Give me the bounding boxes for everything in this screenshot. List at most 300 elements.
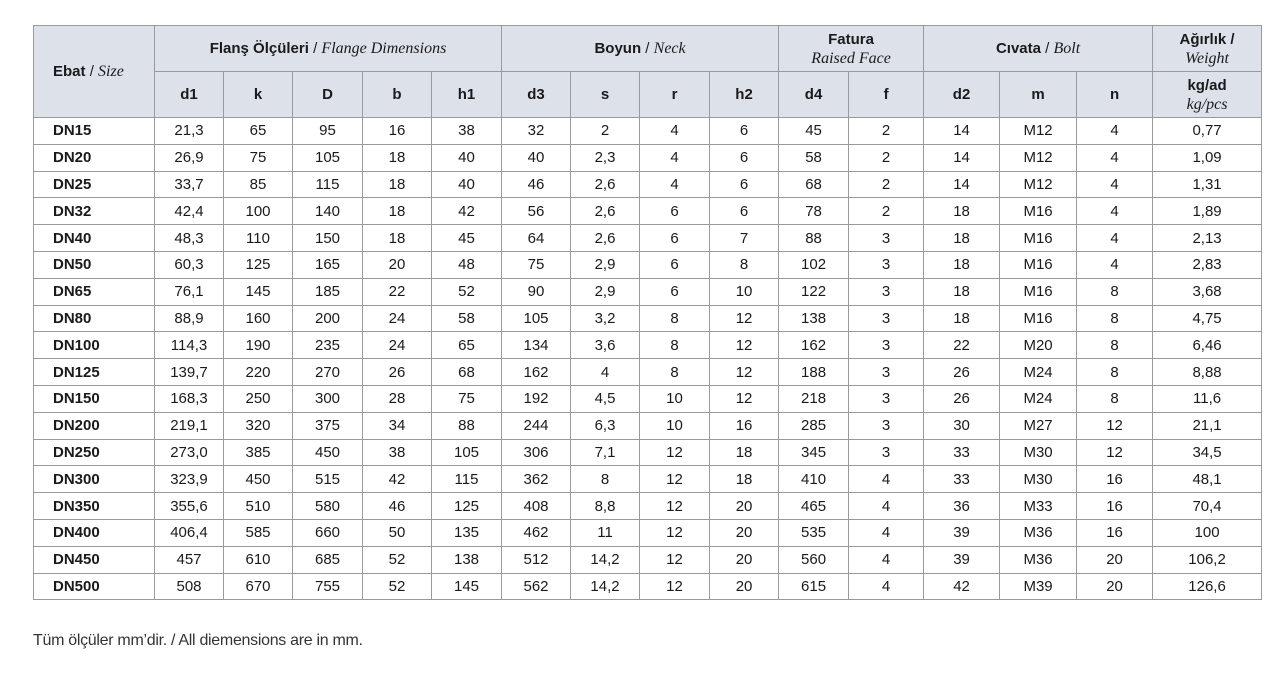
table-cell: 508 (155, 573, 224, 600)
table-cell: 3 (849, 225, 924, 252)
table-cell: 4 (1077, 198, 1153, 225)
table-cell: 33,7 (155, 171, 224, 198)
table-cell: 20 (1077, 573, 1153, 600)
col-d4-header: d4 (779, 72, 849, 118)
table-cell: 585 (224, 519, 293, 546)
col-s-header: s (571, 72, 640, 118)
table-cell: 3 (849, 412, 924, 439)
table-row (34, 573, 1262, 600)
table-row (34, 466, 1262, 493)
table-cell: 106,2 (1153, 546, 1262, 573)
table-cell: 12 (1077, 412, 1153, 439)
table-cell: 20 (363, 251, 432, 278)
table-cell: 2,6 (571, 225, 640, 252)
col-D-header: D (293, 72, 363, 118)
table-cell: 8 (1077, 385, 1153, 412)
table-cell: 75 (502, 251, 571, 278)
table-cell: 85 (224, 171, 293, 198)
table-cell: 38 (363, 439, 432, 466)
table-cell: 6 (640, 198, 710, 225)
table-cell: 10 (640, 385, 710, 412)
table-cell: 138 (432, 546, 502, 573)
table-cell: 16 (363, 118, 432, 145)
table-row (34, 439, 1262, 466)
table-cell: 4 (849, 573, 924, 600)
table-cell: 2,9 (571, 251, 640, 278)
table-cell: 56 (502, 198, 571, 225)
weight-header: Ağırlık / Weight (1153, 26, 1262, 72)
table-cell: 16 (1077, 466, 1153, 493)
table-cell: 2,6 (571, 198, 640, 225)
table-row (34, 359, 1262, 386)
table-cell: 95 (293, 118, 363, 145)
table-cell: 135 (432, 519, 502, 546)
table-cell: 18 (363, 198, 432, 225)
table-cell: 16 (710, 412, 779, 439)
size-cell: DN250 (34, 439, 155, 466)
table-cell: 219,1 (155, 412, 224, 439)
table-cell: 615 (779, 573, 849, 600)
table-cell: 52 (363, 546, 432, 573)
table-cell: 40 (502, 144, 571, 171)
table-cell: 2 (849, 171, 924, 198)
table-row (34, 144, 1262, 171)
table-cell: 457 (155, 546, 224, 573)
table-row (34, 198, 1262, 225)
table-cell: 20 (710, 546, 779, 573)
table-cell: 18 (924, 225, 1000, 252)
table-cell: 42 (432, 198, 502, 225)
table-cell: 2 (849, 118, 924, 145)
table-cell: 78 (779, 198, 849, 225)
table-cell: 40 (432, 171, 502, 198)
table-cell: 4 (1077, 118, 1153, 145)
table-cell: 134 (502, 332, 571, 359)
table-row (34, 305, 1262, 332)
table-cell: 22 (924, 332, 1000, 359)
table-cell: 100 (1153, 519, 1262, 546)
table-row (34, 519, 1262, 546)
table-cell: 52 (432, 278, 502, 305)
table-cell: 4 (849, 519, 924, 546)
table-cell: M30 (1000, 439, 1077, 466)
table-cell: 345 (779, 439, 849, 466)
table-cell: M16 (1000, 251, 1077, 278)
table-cell: 88 (779, 225, 849, 252)
table-cell: 410 (779, 466, 849, 493)
table-cell: 65 (432, 332, 502, 359)
col-d1-header: d1 (155, 72, 224, 118)
table-cell: 110 (224, 225, 293, 252)
table-cell: 75 (432, 385, 502, 412)
table-cell: 2 (849, 198, 924, 225)
table-cell: 162 (779, 332, 849, 359)
table-cell: 4 (1077, 225, 1153, 252)
table-cell: 12 (710, 385, 779, 412)
table-cell: 45 (779, 118, 849, 145)
table-row (34, 546, 1262, 573)
table-cell: 12 (640, 573, 710, 600)
table-row (34, 251, 1262, 278)
table-cell: 6 (710, 198, 779, 225)
table-cell: 450 (293, 439, 363, 466)
table-cell: 8 (710, 251, 779, 278)
table-cell: 48 (432, 251, 502, 278)
table-cell: 16 (1077, 519, 1153, 546)
table-cell: 145 (224, 278, 293, 305)
table-cell: 510 (224, 493, 293, 520)
table-cell: 12 (710, 332, 779, 359)
size-cell: DN100 (34, 332, 155, 359)
size-cell: DN200 (34, 412, 155, 439)
table-cell: 139,7 (155, 359, 224, 386)
table-cell: 33 (924, 466, 1000, 493)
table-cell: 192 (502, 385, 571, 412)
table-cell: 685 (293, 546, 363, 573)
table-cell: 75 (224, 144, 293, 171)
table-cell: 12 (710, 305, 779, 332)
table-cell: 512 (502, 546, 571, 573)
table-cell: 38 (432, 118, 502, 145)
table-cell: 21,1 (1153, 412, 1262, 439)
table-cell: 18 (363, 144, 432, 171)
table-cell: 273,0 (155, 439, 224, 466)
table-cell: 270 (293, 359, 363, 386)
table-cell: 3,68 (1153, 278, 1262, 305)
table-cell: 26,9 (155, 144, 224, 171)
size-cell: DN15 (34, 118, 155, 145)
table-cell: 68 (432, 359, 502, 386)
table-cell: 68 (779, 171, 849, 198)
table-cell: 4 (1077, 251, 1153, 278)
table-cell: 39 (924, 519, 1000, 546)
table-cell: 40 (432, 144, 502, 171)
table-cell: 4 (640, 171, 710, 198)
table-cell: 3,6 (571, 332, 640, 359)
table-cell: 2,6 (571, 171, 640, 198)
table-cell: 4 (1077, 144, 1153, 171)
table-cell: 65 (224, 118, 293, 145)
table-cell: 18 (924, 198, 1000, 225)
table-cell: 18 (363, 171, 432, 198)
table-cell: 26 (924, 359, 1000, 386)
size-cell: DN400 (34, 519, 155, 546)
table-body (34, 118, 1262, 600)
table-cell: 105 (502, 305, 571, 332)
table-cell: 18 (363, 225, 432, 252)
table-cell: 70,4 (1153, 493, 1262, 520)
footnote: Tüm ölçüler mm’dir. / All diemensions are in mm. (33, 632, 363, 649)
table-cell: 3 (849, 332, 924, 359)
table-cell: M16 (1000, 305, 1077, 332)
table-row (34, 225, 1262, 252)
table-cell: M12 (1000, 144, 1077, 171)
table-cell: 450 (224, 466, 293, 493)
table-cell: 36 (924, 493, 1000, 520)
table-cell: 244 (502, 412, 571, 439)
table-cell: 168,3 (155, 385, 224, 412)
table-cell: 10 (640, 412, 710, 439)
size-cell: DN500 (34, 573, 155, 600)
table-cell: 4 (849, 493, 924, 520)
table-cell: 1,89 (1153, 198, 1262, 225)
table-cell: 355,6 (155, 493, 224, 520)
table-cell: 462 (502, 519, 571, 546)
table-cell: 323,9 (155, 466, 224, 493)
table-cell: 18 (924, 251, 1000, 278)
size-cell: DN65 (34, 278, 155, 305)
table-cell: 6 (710, 144, 779, 171)
table-cell: 39 (924, 546, 1000, 573)
table-cell: 42 (363, 466, 432, 493)
table-cell: 3 (849, 305, 924, 332)
table-cell: 12 (640, 466, 710, 493)
table-cell: 20 (710, 493, 779, 520)
table-cell: 515 (293, 466, 363, 493)
table-cell: 4 (849, 466, 924, 493)
size-cell: DN20 (34, 144, 155, 171)
raised-face-header: Fatura Raised Face (779, 26, 924, 72)
table-cell: 320 (224, 412, 293, 439)
table-cell: 125 (224, 251, 293, 278)
table-cell: 218 (779, 385, 849, 412)
column-header-row (34, 72, 1262, 118)
size-cell: DN125 (34, 359, 155, 386)
table-cell: 3 (849, 251, 924, 278)
col-r-header: r (640, 72, 710, 118)
table-cell: M39 (1000, 573, 1077, 600)
table-cell: 8 (1077, 278, 1153, 305)
flange-table-container (33, 25, 1261, 600)
table-cell: 90 (502, 278, 571, 305)
table-cell: 22 (363, 278, 432, 305)
table-cell: 385 (224, 439, 293, 466)
table-cell: 362 (502, 466, 571, 493)
table-cell: 535 (779, 519, 849, 546)
size-cell: DN450 (34, 546, 155, 573)
table-cell: 285 (779, 412, 849, 439)
table-cell: 14,2 (571, 573, 640, 600)
table-cell: 2 (849, 144, 924, 171)
table-cell: 105 (293, 144, 363, 171)
table-cell: 6 (710, 171, 779, 198)
table-cell: 8 (571, 466, 640, 493)
table-cell: 200 (293, 305, 363, 332)
size-cell: DN300 (34, 466, 155, 493)
table-cell: 18 (710, 466, 779, 493)
table-cell: 18 (924, 278, 1000, 305)
table-cell: 138 (779, 305, 849, 332)
table-cell: 14,2 (571, 546, 640, 573)
col-weight-unit-header: kg/ad kg/pcs (1153, 72, 1262, 118)
table-cell: M12 (1000, 118, 1077, 145)
table-cell: 125 (432, 493, 502, 520)
table-cell: 33 (924, 439, 1000, 466)
table-row (34, 118, 1262, 145)
table-cell: 34 (363, 412, 432, 439)
flange-dimensions-header: Flanş Ölçüleri / Flange Dimensions (155, 26, 502, 72)
table-cell: 7,1 (571, 439, 640, 466)
table-cell: 14 (924, 171, 1000, 198)
table-cell: 2 (571, 118, 640, 145)
table-cell: 48,1 (1153, 466, 1262, 493)
table-cell: 4,75 (1153, 305, 1262, 332)
table-cell: 6,3 (571, 412, 640, 439)
size-cell: DN40 (34, 225, 155, 252)
table-cell: M36 (1000, 519, 1077, 546)
table-cell: 12 (640, 439, 710, 466)
table-cell: 12 (1077, 439, 1153, 466)
table-cell: 122 (779, 278, 849, 305)
table-cell: 14 (924, 118, 1000, 145)
table-cell: 188 (779, 359, 849, 386)
table-cell: M12 (1000, 171, 1077, 198)
table-cell: 32 (502, 118, 571, 145)
table-cell: M16 (1000, 225, 1077, 252)
table-cell: 21,3 (155, 118, 224, 145)
table-cell: 12 (640, 546, 710, 573)
flange-dimensions-table (33, 25, 1262, 600)
col-h1-header: h1 (432, 72, 502, 118)
table-cell: 4 (640, 118, 710, 145)
table-cell: 4 (571, 359, 640, 386)
table-cell: 10 (710, 278, 779, 305)
table-cell: 126,6 (1153, 573, 1262, 600)
table-cell: 8,8 (571, 493, 640, 520)
col-m-header: m (1000, 72, 1077, 118)
table-cell: 18 (924, 305, 1000, 332)
table-row (34, 493, 1262, 520)
table-cell: 26 (924, 385, 1000, 412)
size-cell: DN25 (34, 171, 155, 198)
table-cell: 4,5 (571, 385, 640, 412)
bolt-header: Cıvata / Bolt (924, 26, 1153, 72)
table-cell: M16 (1000, 278, 1077, 305)
table-cell: 375 (293, 412, 363, 439)
table-cell: M24 (1000, 385, 1077, 412)
size-cell: DN150 (34, 385, 155, 412)
table-cell: 3,2 (571, 305, 640, 332)
table-cell: 300 (293, 385, 363, 412)
table-cell: 46 (363, 493, 432, 520)
table-cell: 4 (1077, 171, 1153, 198)
table-cell: 42,4 (155, 198, 224, 225)
table-cell: 8 (1077, 359, 1153, 386)
table-cell: 88,9 (155, 305, 224, 332)
table-cell: 160 (224, 305, 293, 332)
table-cell: M30 (1000, 466, 1077, 493)
table-cell: 8 (1077, 332, 1153, 359)
table-cell: 8 (640, 305, 710, 332)
table-cell: 1,09 (1153, 144, 1262, 171)
table-cell: 64 (502, 225, 571, 252)
table-cell: 6 (640, 225, 710, 252)
table-cell: 114,3 (155, 332, 224, 359)
size-cell: DN350 (34, 493, 155, 520)
size-header: Ebat / Size (34, 26, 155, 118)
table-cell: M36 (1000, 546, 1077, 573)
table-cell: 3 (849, 439, 924, 466)
table-cell: 48,3 (155, 225, 224, 252)
table-cell: 2,13 (1153, 225, 1262, 252)
table-cell: M27 (1000, 412, 1077, 439)
table-row (34, 332, 1262, 359)
table-cell: 6 (640, 251, 710, 278)
table-cell: 12 (710, 359, 779, 386)
table-cell: 115 (293, 171, 363, 198)
table-cell: 145 (432, 573, 502, 600)
table-row (34, 412, 1262, 439)
table-cell: 42 (924, 573, 1000, 600)
table-cell: 58 (432, 305, 502, 332)
table-cell: 0,77 (1153, 118, 1262, 145)
table-cell: 6 (640, 278, 710, 305)
table-cell: 28 (363, 385, 432, 412)
table-cell: 3 (849, 278, 924, 305)
table-cell: 6 (710, 118, 779, 145)
table-cell: 88 (432, 412, 502, 439)
table-cell: 105 (432, 439, 502, 466)
table-cell: 185 (293, 278, 363, 305)
table-cell: 102 (779, 251, 849, 278)
col-k-header: k (224, 72, 293, 118)
table-cell: 46 (502, 171, 571, 198)
neck-header: Boyun / Neck (502, 26, 779, 72)
table-cell: 8 (1077, 305, 1153, 332)
table-cell: 2,9 (571, 278, 640, 305)
table-cell: 14 (924, 144, 1000, 171)
table-cell: 34,5 (1153, 439, 1262, 466)
table-cell: 58 (779, 144, 849, 171)
table-cell: 6,46 (1153, 332, 1262, 359)
table-cell: 30 (924, 412, 1000, 439)
table-cell: 18 (710, 439, 779, 466)
table-cell: 755 (293, 573, 363, 600)
col-b-header: b (363, 72, 432, 118)
table-cell: 162 (502, 359, 571, 386)
group-header-row (34, 26, 1262, 72)
table-cell: 76,1 (155, 278, 224, 305)
table-cell: 8,88 (1153, 359, 1262, 386)
col-d2-header: d2 (924, 72, 1000, 118)
table-cell: 2,3 (571, 144, 640, 171)
col-n-header: n (1077, 72, 1153, 118)
table-cell: 3 (849, 385, 924, 412)
table-cell: 560 (779, 546, 849, 573)
table-cell: 20 (710, 519, 779, 546)
table-cell: 670 (224, 573, 293, 600)
table-cell: 3 (849, 359, 924, 386)
table-cell: 165 (293, 251, 363, 278)
table-cell: 4 (849, 546, 924, 573)
table-cell: 20 (1077, 546, 1153, 573)
table-row (34, 278, 1262, 305)
table-cell: 406,4 (155, 519, 224, 546)
table-cell: M24 (1000, 359, 1077, 386)
table-cell: 4 (640, 144, 710, 171)
table-cell: 250 (224, 385, 293, 412)
table-cell: 20 (710, 573, 779, 600)
table-cell: 12 (640, 519, 710, 546)
col-f-header: f (849, 72, 924, 118)
table-cell: 220 (224, 359, 293, 386)
table-cell: 150 (293, 225, 363, 252)
table-cell: M20 (1000, 332, 1077, 359)
table-cell: 8 (640, 359, 710, 386)
table-cell: 16 (1077, 493, 1153, 520)
table-row (34, 171, 1262, 198)
table-cell: 140 (293, 198, 363, 225)
